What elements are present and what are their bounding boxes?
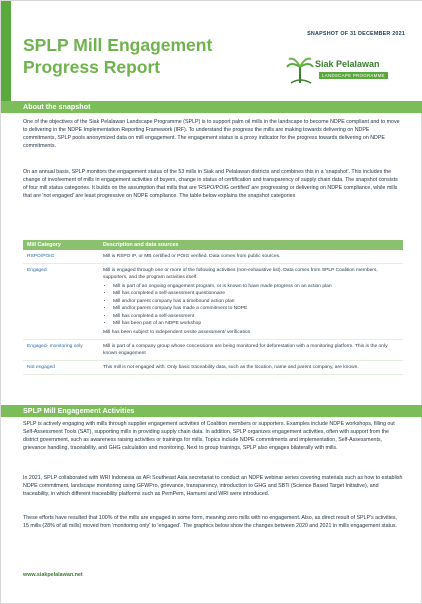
table-row: [23, 250, 403, 264]
list-item: • Mill has been part of an NDPE workshop: [113, 320, 399, 327]
website-link[interactable]: www.siakpelalawan.net: [23, 572, 83, 578]
table-row: [23, 361, 403, 375]
activities-paragraph-2: In 2021, SPLP collaborated with WRI Indonesia as AFi Southeast Asia secretariat to conduct an NDPE webinar series covering materials such as how to establish NDPE commitment, landscape monitoring using GFWPro, grievance, transparency, introduction to GHG and SBTi (Science Based Target Initiative), and traceability, in which different traceability platforms such as PemPem, Hamurni and WRI were introduced.: [23, 475, 403, 497]
about-paragraph-2: On an annual basis, SPLP monitors the engagement status of the 53 mills in Siak and Pelalawan districts and combines this in a 'snapshot'. This includes the change of involvement of mills in engagement activities of buyers, change in status of certification and transparency of supply chain data. The snapshot consists of four mill status categories. It builds on the assumption that mills that are 'RSPO/POIG certified' are progressing or delivering on NDPE compliance, while mills that are 'not engaged' are least progressive on NDPE compliance. The table below explains the snapshot categories: [23, 169, 398, 199]
list-item: • Mill and/or parent company has made a commitment to NDPE: [113, 305, 399, 312]
list-item: • Mill is part of an ongoing engagement program, or is known to have made progress on an action plan: [113, 283, 399, 290]
row-description: Mill is part of a company group whose concessions are being monitored for deforestation with a monitoring platform. This is the only known engagement: [103, 344, 388, 357]
row-category: Not engaged: [27, 365, 56, 371]
logo-name-text: Siak Pelalawan: [315, 59, 380, 69]
row-category: Engaged- monitoring only: [27, 344, 83, 350]
about-heading: About the snapshot: [23, 102, 91, 111]
report-header: [1, 1, 422, 101]
table-header-row: [23, 240, 403, 250]
list-item: • Mill has completed a self-assessment: [113, 313, 399, 320]
snapshot-categories-table: [23, 240, 403, 375]
report-title-line2: Progress Report: [23, 57, 161, 77]
row-description: Mill is engaged through one or more of the following activities (non-exhaustive list). Data comes from SPLP Coalition members, supporters, and the program activities itself.: [103, 268, 378, 280]
activities-heading: SPLP Mill Engagement Activities: [23, 406, 135, 415]
column-header-description: Description and data sources: [103, 242, 179, 248]
logo-subtitle-text: LANDSCAPE PROGRAMME: [319, 72, 388, 79]
table-row: [23, 340, 403, 361]
report-title-line1: SPLP Mill Engagement: [23, 35, 213, 55]
row-description: This mill is not engaged with. Only basic traceability data, such as the location, name and parent company, are known.: [103, 365, 359, 371]
report-title: [23, 34, 243, 78]
activities-paragraph-1: SPLP is actively engaging with mills through supplier engagement activities of Coalition members or supporters. Examples include NDPE workshops, filling out Self-Assessment Tools (SAT), supporting mills in providing supply chain data. In addition, SPLP organizes engagement activities, often with support from the district government, such as awareness raising activities or trainings for mills. Topics include NDPE commitments and implementation, Self-Assessments, grievance handling, traceability, and GHG calculation and monitoring. Next to group trainings, SPLP also engages bilaterally with mills.: [23, 421, 395, 451]
row-description-cell: [103, 267, 403, 336]
palm-tree-icon: [285, 55, 315, 85]
about-paragraph-1: One of the objectives of the Siak Pelalawan Landscape Programme (SPLP) is to support palm oil mills in the landscape to become NDPE compliant and to move to delivering in the NDPE Implementation Reporting Framework (IRF). To understand the progress the mills are making towards delivering on NDPE commitments, SPLP pools anonymized data on mill engagement. The engagement status is a proxy indicator for the progress towards delivering on NDPE commitments.: [23, 119, 400, 149]
row-description: Mill is RSPO IP, or MB certified or POIG verified. Data comes from public sources.: [103, 254, 281, 259]
engagement-activities-list: [113, 283, 399, 327]
table-row: [23, 264, 403, 340]
header-accent-band: [1, 1, 11, 101]
list-item: • Mill and/or parent company has a timebound action plan: [113, 298, 399, 305]
row-description-after: Mill has been subject to independent onsite assessment/ verification: [103, 330, 251, 336]
snapshot-date-label: SNAPSHOT OF 31 DECEMBER 2021: [307, 31, 405, 37]
siak-pelalawan-logo: [285, 53, 395, 91]
row-category: RSPO/POIG: [27, 254, 55, 259]
activities-paragraph-3: These efforts have resulted that 100% of the mills are engaged in some form, meaning zero mills with no engagement. Also, as direct result of SPLP's activities, 15 mills (28% of all mills) moved from 'monitoring only' to 'engaged'. The graphics below show the changes between 2020 and 2021 in mills engagement status.: [23, 515, 398, 529]
column-header-category: Mill Category: [27, 242, 61, 248]
list-item: • Mill has completed a self-assessment questionnaire: [113, 290, 399, 297]
row-category: Engaged: [27, 268, 47, 273]
